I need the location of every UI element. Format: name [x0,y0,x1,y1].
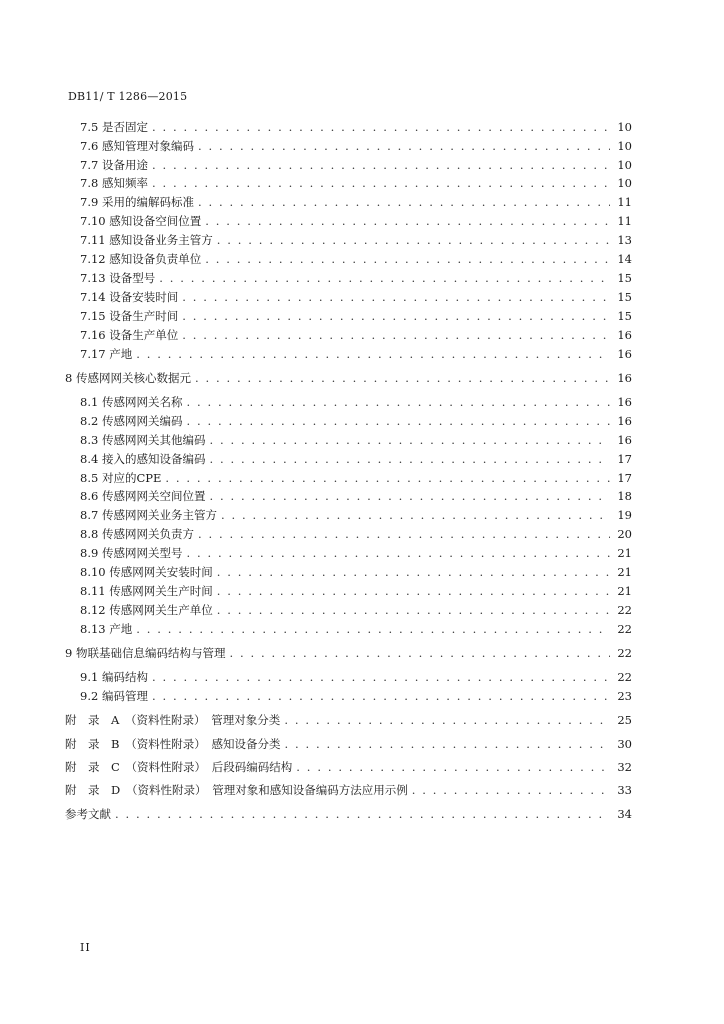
toc-entry-page: 16 [617,395,632,409]
toc-entry-label: 8.1 传感网网关名称 [80,395,183,409]
toc-entry-label: 9.2 编码管理 [80,689,148,703]
toc-entry-8-8[interactable] [80,527,632,541]
toc-leader-dots [132,622,610,636]
toc-leader-dots [194,527,610,541]
toc-entry-label: 7.9 采用的编解码标准 [80,195,194,209]
toc-entry-label: 7.11 感知设备业务主管方 [80,233,213,247]
toc-entry-9-1[interactable] [80,670,632,684]
toc-leader-dots [194,139,610,153]
toc-leader-dots [205,433,610,447]
toc-leader-dots [201,214,610,228]
toc-entry-label: 8.13 产地 [80,622,133,636]
toc-leader-dots [182,414,610,428]
toc-entry-7-8[interactable] [80,176,632,190]
toc-entry-page: 21 [617,546,632,560]
toc-entry-label: 7.13 设备型号 [80,271,156,285]
toc-entry-label: 8.10 传感网网关安装时间 [80,565,213,579]
toc-leader-dots [280,713,610,727]
toc-leader-dots [213,603,610,617]
toc-leader-dots [213,233,610,247]
toc-entry-appendix-c[interactable] [65,760,632,774]
toc-entry-label: 附 录 A （资料性附录） 管理对象分类 [65,713,281,727]
toc-entry-label: 8.5 对应的CPE [80,471,162,485]
toc-leader-dots [205,452,610,466]
toc-leader-dots [205,489,610,503]
toc-entry-page: 19 [617,508,632,522]
toc-leader-dots [225,646,610,660]
toc-entry-8-13[interactable] [80,622,632,636]
toc-entry-label: 8.9 传感网网关型号 [80,546,183,560]
toc-entry-7-5[interactable] [80,120,632,134]
toc-entry-7-16[interactable] [80,328,632,342]
toc-entry-8-5[interactable] [80,471,632,485]
toc-entry-8-10[interactable] [80,565,632,579]
toc-entry-8-12[interactable] [80,603,632,617]
toc-leader-dots [182,546,610,560]
toc-entry-page: 21 [617,565,632,579]
toc-entry-page: 10 [617,120,632,134]
toc-entry-label: 7.17 产地 [80,347,133,361]
toc-entry-label: 7.15 设备生产时间 [80,309,179,323]
toc-entry-page: 22 [617,670,632,684]
toc-entry-page: 15 [617,271,632,285]
page-number: II [80,941,91,954]
toc-entry-8-2[interactable] [80,414,632,428]
toc-entry-label: 附 录 B （资料性附录） 感知设备分类 [65,737,281,751]
toc-entry-8-1[interactable] [80,395,632,409]
toc-entry-page: 18 [617,489,632,503]
toc-entry-page: 30 [617,737,632,751]
toc-leader-dots [280,737,610,751]
toc-entry-label: 9 物联基础信息编码结构与管理 [65,646,226,660]
toc-entry-8-11[interactable] [80,584,632,598]
toc-entry-page: 11 [617,195,632,209]
toc-entry-appendix-b[interactable] [65,737,632,751]
toc-entry-page: 10 [617,158,632,172]
toc-entry-7-6[interactable] [80,139,632,153]
toc-entry-label: 7.7 设备用途 [80,158,148,172]
toc-entry-references[interactable] [65,807,632,821]
toc-entry-8-4[interactable] [80,452,632,466]
toc-entry-7-17[interactable] [80,347,632,361]
toc-entry-8-6[interactable] [80,489,632,503]
toc-entry-7-10[interactable] [80,214,632,228]
toc-leader-dots [111,807,610,821]
toc-leader-dots [132,347,610,361]
toc-entry-page: 17 [617,452,632,466]
toc-entry-label: 附 录 C （资料性附录） 后段码编码结构 [65,760,293,774]
toc-entry-label: 参考文献 [65,807,111,821]
toc-entry-page: 10 [617,176,632,190]
toc-leader-dots [292,760,610,774]
toc-entry-page: 11 [617,214,632,228]
toc-leader-dots [161,471,610,485]
toc-entry-page: 16 [617,328,632,342]
toc-entry-9-2[interactable] [80,689,632,703]
toc-leader-dots [182,395,610,409]
document-number: DB11/ T 1286—2015 [68,90,188,103]
toc-entry-8-7[interactable] [80,508,632,522]
toc-leader-dots [178,309,610,323]
toc-leader-dots [217,508,610,522]
toc-entry-label: 7.5 是否固定 [80,120,148,134]
toc-entry-page: 22 [617,646,632,660]
toc-entry-label: 8.2 传感网网关编码 [80,414,183,428]
toc-entry-page: 13 [617,233,632,247]
toc-entry-page: 10 [617,139,632,153]
toc-entry-label: 7.6 感知管理对象编码 [80,139,194,153]
toc-entry-page: 34 [617,807,632,821]
toc-entry-7-11[interactable] [80,233,632,247]
toc-entry-page: 33 [617,783,632,797]
toc-entry-label: 8.8 传感网网关负责方 [80,527,194,541]
toc-entry-label: 8.11 传感网网关生产时间 [80,584,213,598]
toc-leader-dots [178,290,610,304]
toc-entry-page: 32 [617,760,632,774]
toc-entry-page: 16 [617,433,632,447]
toc-entry-label: 7.14 设备安装时间 [80,290,179,304]
toc-entry-7-12[interactable] [80,252,632,266]
toc-entry-label: 8.12 传感网网关生产单位 [80,603,213,617]
toc-leader-dots [213,584,610,598]
toc-entry-page: 16 [617,414,632,428]
toc-entry-page: 25 [617,713,632,727]
toc-entry-page: 15 [617,290,632,304]
toc-entry-page: 17 [617,471,632,485]
toc-entry-label: 7.8 感知频率 [80,176,148,190]
toc-leader-dots [148,158,610,172]
toc-entry-label: 附 录 D （资料性附录） 管理对象和感知设备编码方法应用示例 [65,783,408,797]
toc-entry-page: 22 [617,603,632,617]
toc-leader-dots [148,176,610,190]
toc-entry-appendix-a[interactable] [65,713,632,727]
toc-entry-7-14[interactable] [80,290,632,304]
toc-leader-dots [148,670,610,684]
toc-leader-dots [213,565,610,579]
toc-entry-9[interactable] [65,646,632,660]
toc-leader-dots [155,271,610,285]
toc-entry-label: 8.3 传感网网关其他编码 [80,433,206,447]
toc-entry-7-7[interactable] [80,158,632,172]
toc-entry-label: 8 传感网网关核心数据元 [65,371,191,385]
toc-leader-dots [178,328,610,342]
toc-entry-page: 22 [617,622,632,636]
toc-leader-dots [201,252,610,266]
toc-leader-dots [194,195,610,209]
toc-entry-7-9[interactable] [80,195,632,209]
toc-entry-page: 15 [617,309,632,323]
toc-entry-label: 7.12 感知设备负责单位 [80,252,202,266]
toc-entry-8-9[interactable] [80,546,632,560]
toc-entry-page: 21 [617,584,632,598]
toc-entry-8-3[interactable] [80,433,632,447]
toc-entry-appendix-d[interactable] [65,783,632,797]
toc-entry-page: 14 [617,252,632,266]
toc-entry-page: 16 [617,347,632,361]
toc-leader-dots [148,120,610,134]
toc-leader-dots [148,689,610,703]
toc-entry-label: 9.1 编码结构 [80,670,148,684]
toc-leader-dots [408,783,610,797]
toc-entry-page: 23 [617,689,632,703]
toc-entry-label: 7.16 设备生产单位 [80,328,179,342]
toc-entry-label: 7.10 感知设备空间位置 [80,214,202,228]
toc-leader-dots [191,371,610,385]
toc-entry-label: 8.7 传感网网关业务主管方 [80,508,217,522]
toc-entry-8[interactable] [65,371,632,385]
toc-entry-7-13[interactable] [80,271,632,285]
toc-entry-label: 8.6 传感网网关空间位置 [80,489,206,503]
toc-entry-7-15[interactable] [80,309,632,323]
toc-entry-page: 16 [617,371,632,385]
toc-entry-label: 8.4 接入的感知设备编码 [80,452,206,466]
toc-entry-page: 20 [617,527,632,541]
